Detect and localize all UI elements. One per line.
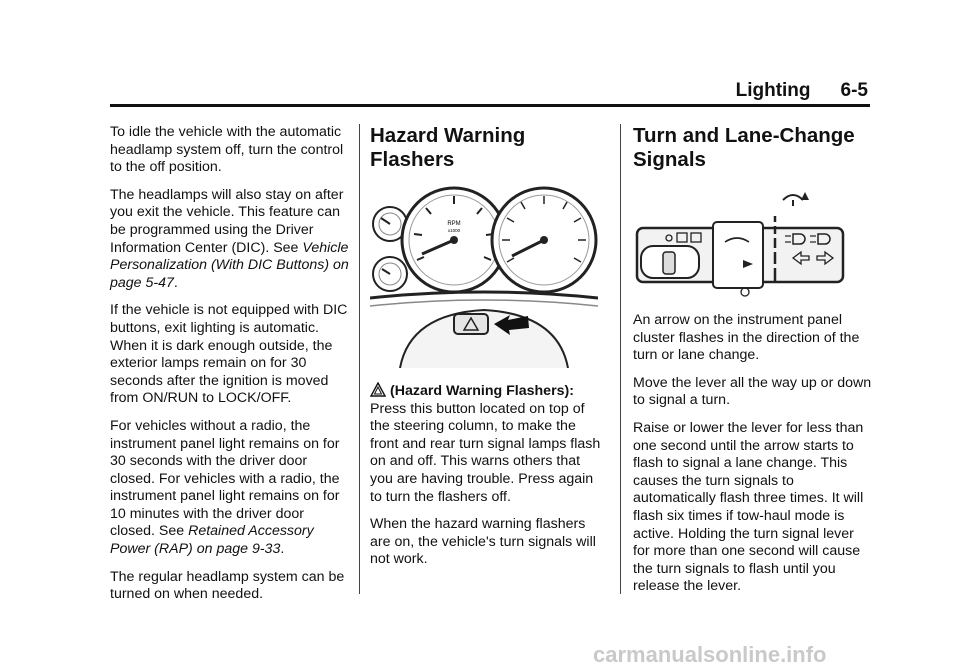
rpm-unit-label: x1000	[447, 228, 461, 233]
column-divider-left	[359, 124, 360, 594]
column-3	[633, 124, 873, 606]
heading-turn-lane-change: Turn and Lane-Change Signals	[633, 124, 855, 171]
watermark: carmanualsonline.info	[593, 642, 827, 667]
paragraph-hazard-turn-signals: When the hazard warning flashers are on, the vehicle's turn signals will not work.	[370, 516, 596, 568]
paragraph-signal-turn: Move the lever all the way up or down to signal a turn.	[633, 374, 872, 409]
column-1	[110, 124, 350, 614]
text: For vehicles without a radio, the instrument panel light remains on for 30 seconds with the driver door closed. For vehicles with a radio, the instrument panel light remains on for 10 minutes with the driver door closed. See	[110, 417, 340, 540]
rpm-label: RPM	[447, 221, 461, 227]
cross-reference-link[interactable]: Retained Accessory Power (RAP) on page 9-33	[110, 523, 314, 558]
header-rule	[110, 104, 870, 107]
paragraph-headlamps-stay-on	[110, 187, 350, 293]
column-divider-right	[620, 124, 621, 594]
section-title: Lighting	[735, 80, 811, 101]
text: Press this button located on top of the steering column, to make the front and rear turn signal lamps flash on and off. This warns others that you are having trouble. Press again to turn the flashers off.	[370, 400, 601, 505]
paragraph-arrow-flashes: An arrow on the instrument panel cluster flashes in the direction of the turn or lane change.	[633, 312, 860, 364]
hazard-triangle-icon	[370, 382, 386, 397]
paragraph-hazard-button	[370, 382, 606, 506]
text: .	[173, 274, 178, 291]
text: The headlamps will also stay on after you exit the vehicle. This feature can be programmed using the Driver Information Center (DIC). See	[110, 186, 344, 256]
text: .	[280, 541, 285, 558]
heading-hazard-warning-flashers: Hazard Warning Flashers	[370, 124, 526, 171]
instrument-panel-figure	[370, 182, 598, 368]
page-header	[110, 80, 868, 102]
paragraph-instrument-panel-light	[110, 418, 350, 559]
paragraph-regular-headlamp: The regular headlamp system can be turned on when needed.	[110, 568, 345, 603]
paragraph-exit-lighting: If the vehicle is not equipped with DIC buttons, exit lighting is automatic. When it is dark enough outside, the exterior lamps remain on for 30 seconds after the ignition is moved from ON/RUN to LOCK/OFF.	[110, 302, 348, 407]
cross-reference-link[interactable]: Vehicle Personalization (With DIC Buttons) on page 5-47	[110, 239, 349, 291]
page-number: 6-5	[840, 80, 868, 101]
paragraph-lane-change: Raise or lower the lever for less than one second until the arrow starts to flash to signal a lane change. This causes the turn signals to automatically flash three times. It will flash six times if tow-haul mode is active. Holding the turn signal lever for more than one second will cause the turn signals to flash until you release the lever.	[633, 419, 864, 595]
hazard-lead-label: (Hazard Warning Flashers):	[390, 383, 574, 399]
turn-signal-lever-figure	[633, 182, 853, 298]
paragraph-idle: To idle the vehicle with the automatic headlamp system off, turn the control to the off position.	[110, 124, 344, 176]
column-2	[370, 124, 606, 579]
